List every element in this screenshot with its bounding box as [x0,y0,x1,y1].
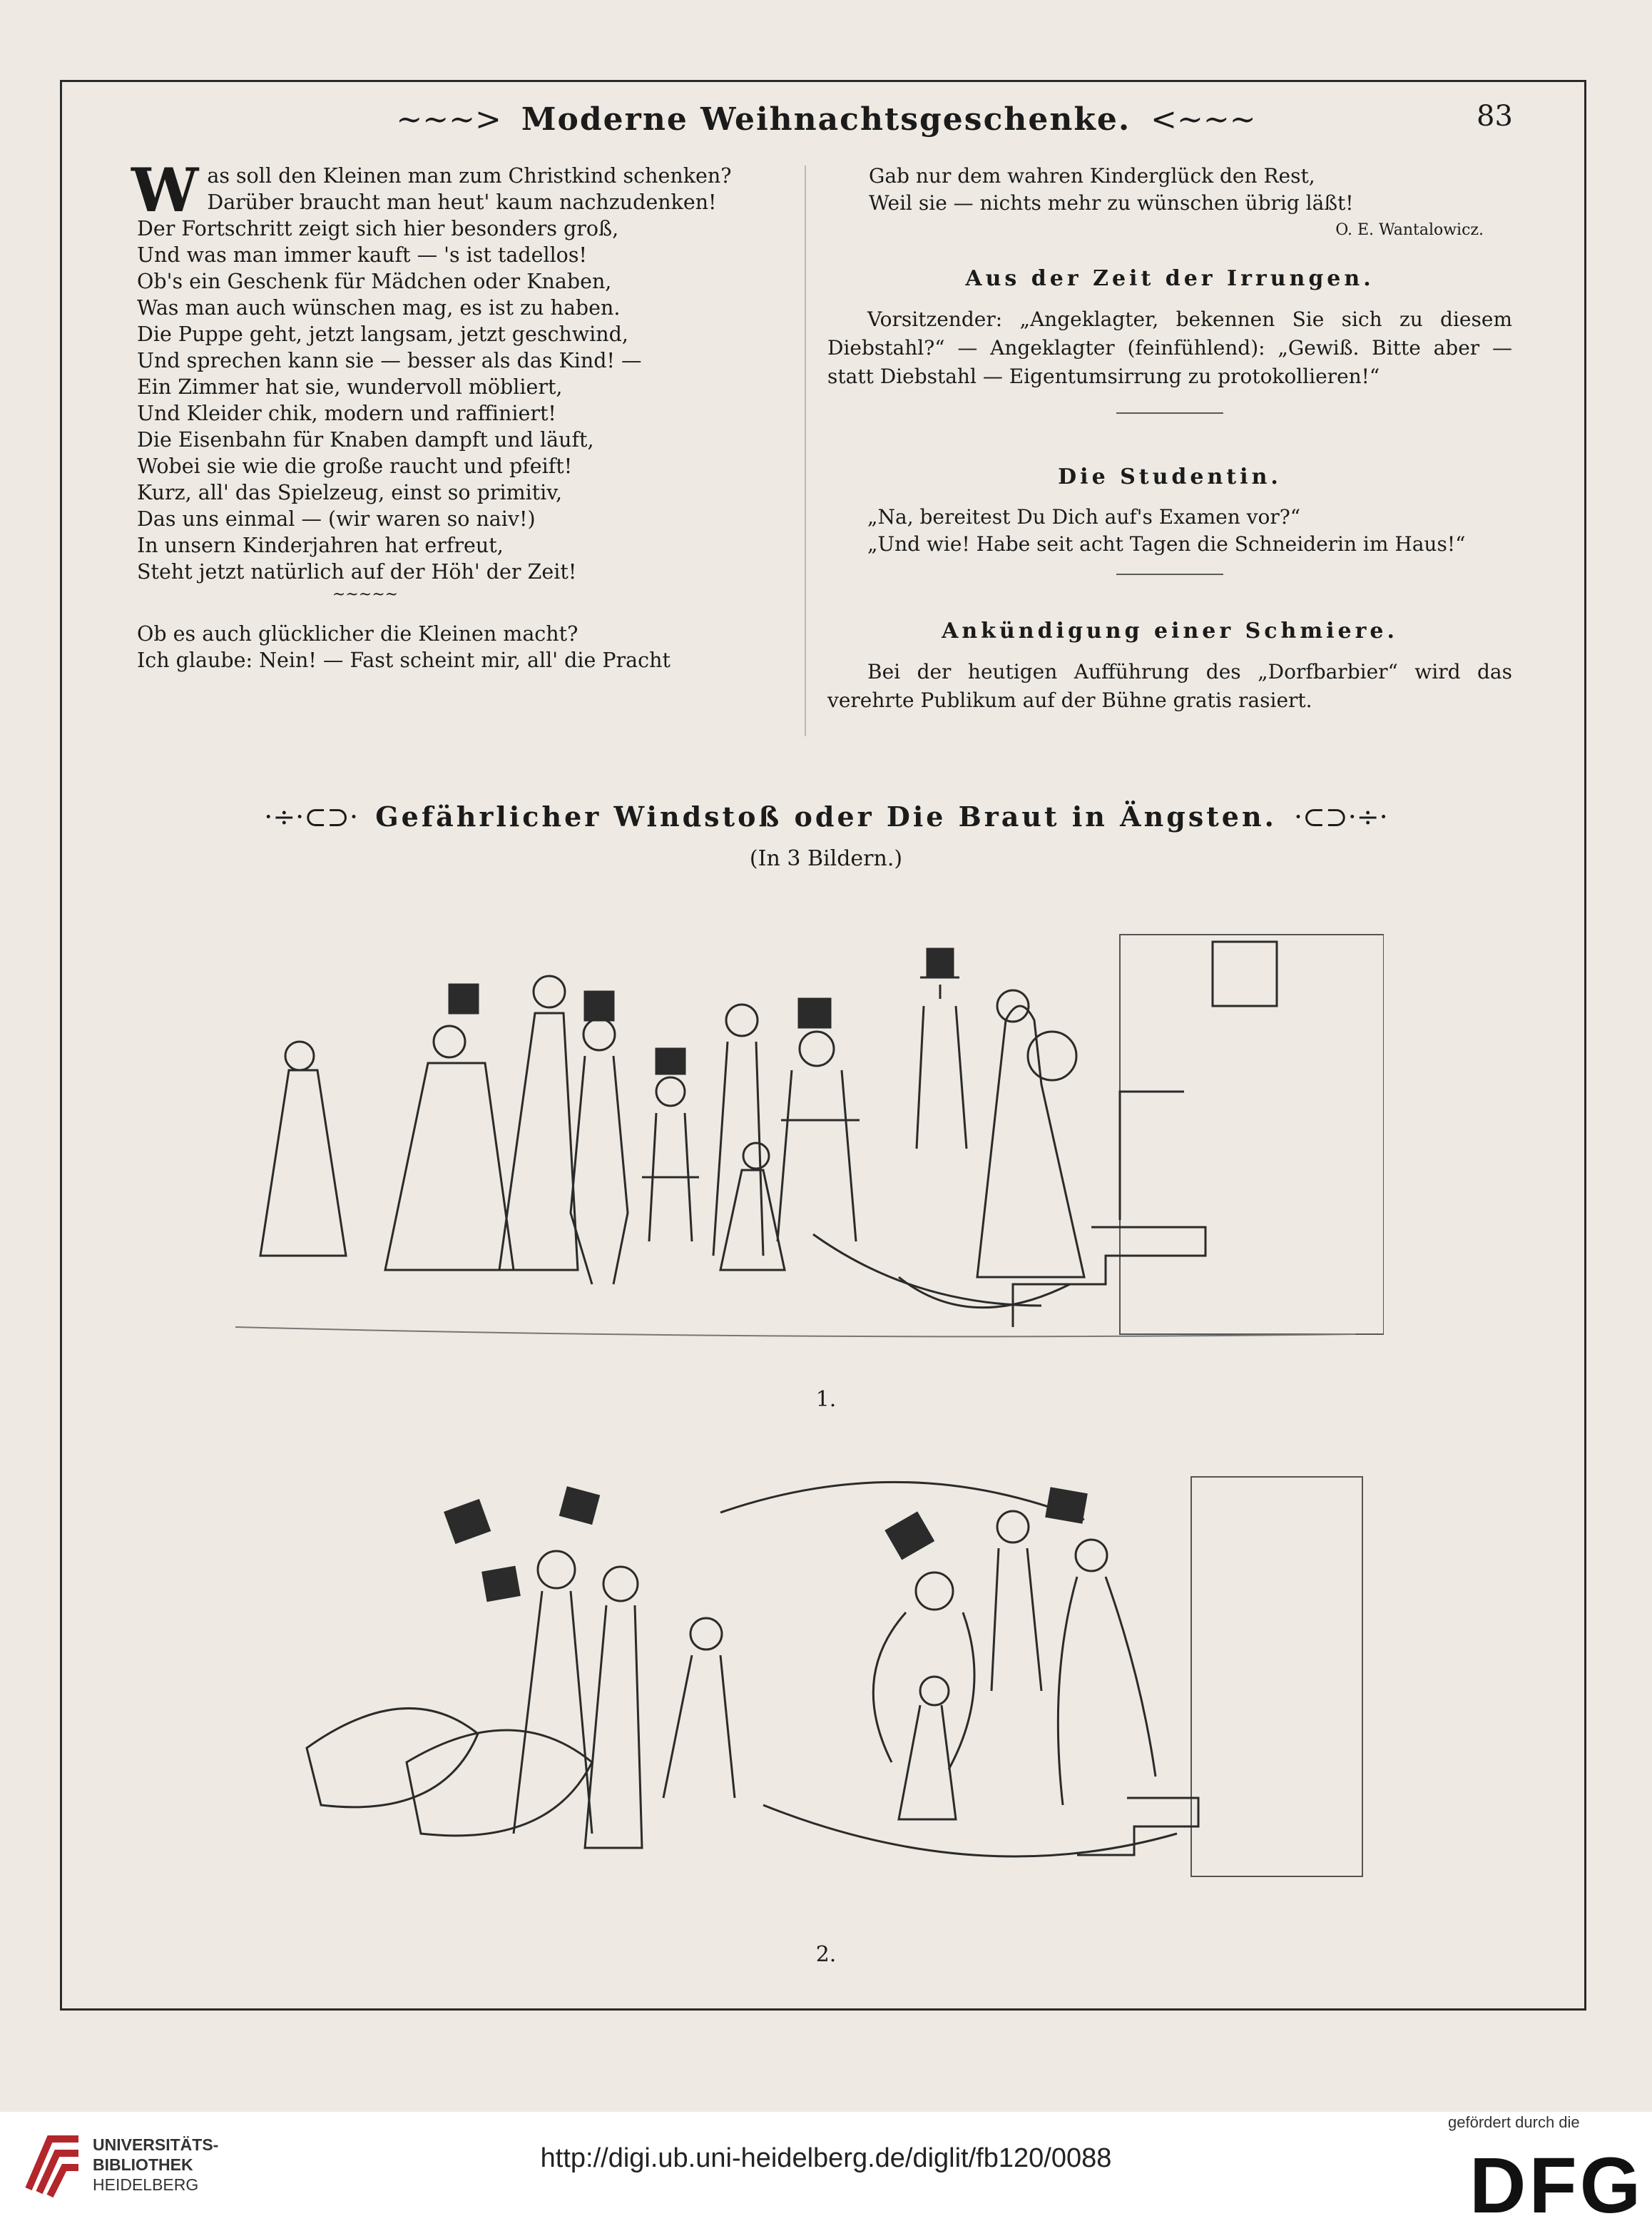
poem-line: Ob's ein Geschenk für Mädchen oder Knaben, [137,270,612,293]
poem-line: In unsern Kinderjahren hat erfreut, [137,534,504,557]
poem-line: Und was man immer kauft — 's ist tadellos! [137,243,587,267]
poem-line: Steht jetzt natürlich auf der Höh' der Zeit! [137,560,577,584]
illustration-wedding-procession [214,906,1384,1348]
university-library-name: UNIVERSITÄTS- BIBLIOTHEK HEIDELBERG [93,2135,219,2194]
cartoon-subtitle: (In 3 Bildern.) [749,846,903,871]
illustration-caption: 1. [815,1387,837,1412]
drop-cap: W [131,155,199,225]
poem-line: Weil sie — nichts mehr zu wünschen übrig läßt! [869,191,1354,215]
section-irrungen [827,265,1512,414]
column-rule [805,166,806,736]
page-title: ~~~> Moderne Weihnachtsgeschenke. <~~~ [396,101,1256,138]
funding-note: gefördert durch die [1448,2113,1580,2131]
poem-line: as soll den Kleinen man zum Christkind schenken? [207,164,732,188]
poem-line: Wobei sie wie die große raucht und pfeift! [137,454,573,478]
poem-line: Der Fortschritt zeigt sich hier besonders groß, [137,217,619,240]
section-studentin [827,464,1512,575]
poem-line: Und sprechen kann sie — besser als das Kind! — [137,349,642,372]
section-line: „Und wie! Habe seit acht Tagen die Schneiderin im Haus!“ [867,532,1466,556]
poem-line: Ein Zimmer hat sie, wundervoll möbliert, [137,375,563,399]
section-text: Bei der heutigen Aufführung des „Dorfbarbier“ wird das verehrte Publikum auf der Bühne gratis rasiert. [827,660,1512,712]
poem [131,155,779,674]
church-window [1213,942,1277,1006]
section-divider [1116,574,1223,575]
section-title: Ankündigung einer Schmiere. [942,619,1398,644]
section-line: „Na, bereitest Du Dich auf's Examen vor?“ [867,505,1301,529]
poem-line: Gab nur dem wahren Kinderglück den Rest, [869,164,1315,188]
poem-line: Was man auch wünschen mag, es ist zu haben. [137,296,621,320]
dfg-logo: DFG [1469,2142,1644,2230]
flying-hats [445,1488,1086,1601]
poem-line: Ich glaube: Nein! — Fast scheint mir, all' die Pracht [137,649,671,672]
illustration-caption: 2. [815,1942,837,1967]
poem-line: Darüber braucht man heut' kaum nachzudenken! [207,190,717,214]
poem-line: Das uns einmal — (wir waren so naiv!) [137,507,536,531]
poem-line: Ob es auch glücklicher die Kleinen macht? [137,622,578,646]
section-title: Die Studentin. [1058,464,1282,489]
poem-divider: ~~~~~ [332,586,399,604]
procession-figures [260,976,860,1284]
poem-line: Die Puppe geht, jetzt langsam, jetzt geschwind, [137,322,628,346]
page-number: 83 [1477,100,1513,133]
windblown-figures [307,1482,1177,1856]
poem-continuation [827,163,1512,244]
poem-line: Und Kleider chik, modern und raffiniert! [137,402,556,425]
section-title: Aus der Zeit der Irrungen. [965,266,1375,291]
poem-author: O. E. Wantalowicz. [1335,221,1484,239]
permalink-url[interactable]: http://digi.ub.uni-heidelberg.de/diglit/fb120/0088 [540,2143,1112,2173]
section-text: Vorsitzender: „Angeklagter, bekennen Sie sich zu diesem Diebstahl?“ — Angeklagter (feinfühlend): „Gewiß. Bitte aber — statt Diebstahl — Eigentumsirrung zu protokollieren!“ [827,308,1512,388]
poem-line: Kurz, all' das Spielzeug, einst so primitiv, [137,481,563,504]
section-schmiere [827,618,1512,715]
illustration-windstorm [264,1463,1377,1905]
poem-line: Die Eisenbahn für Knaben dampft und läuft, [137,428,594,452]
cartoon-title: ·÷·⊂⊃· Gefährlicher Windstoß oder Die Braut in Ängsten. ·⊂⊃·÷· [264,801,1388,833]
section-divider [1116,412,1223,414]
